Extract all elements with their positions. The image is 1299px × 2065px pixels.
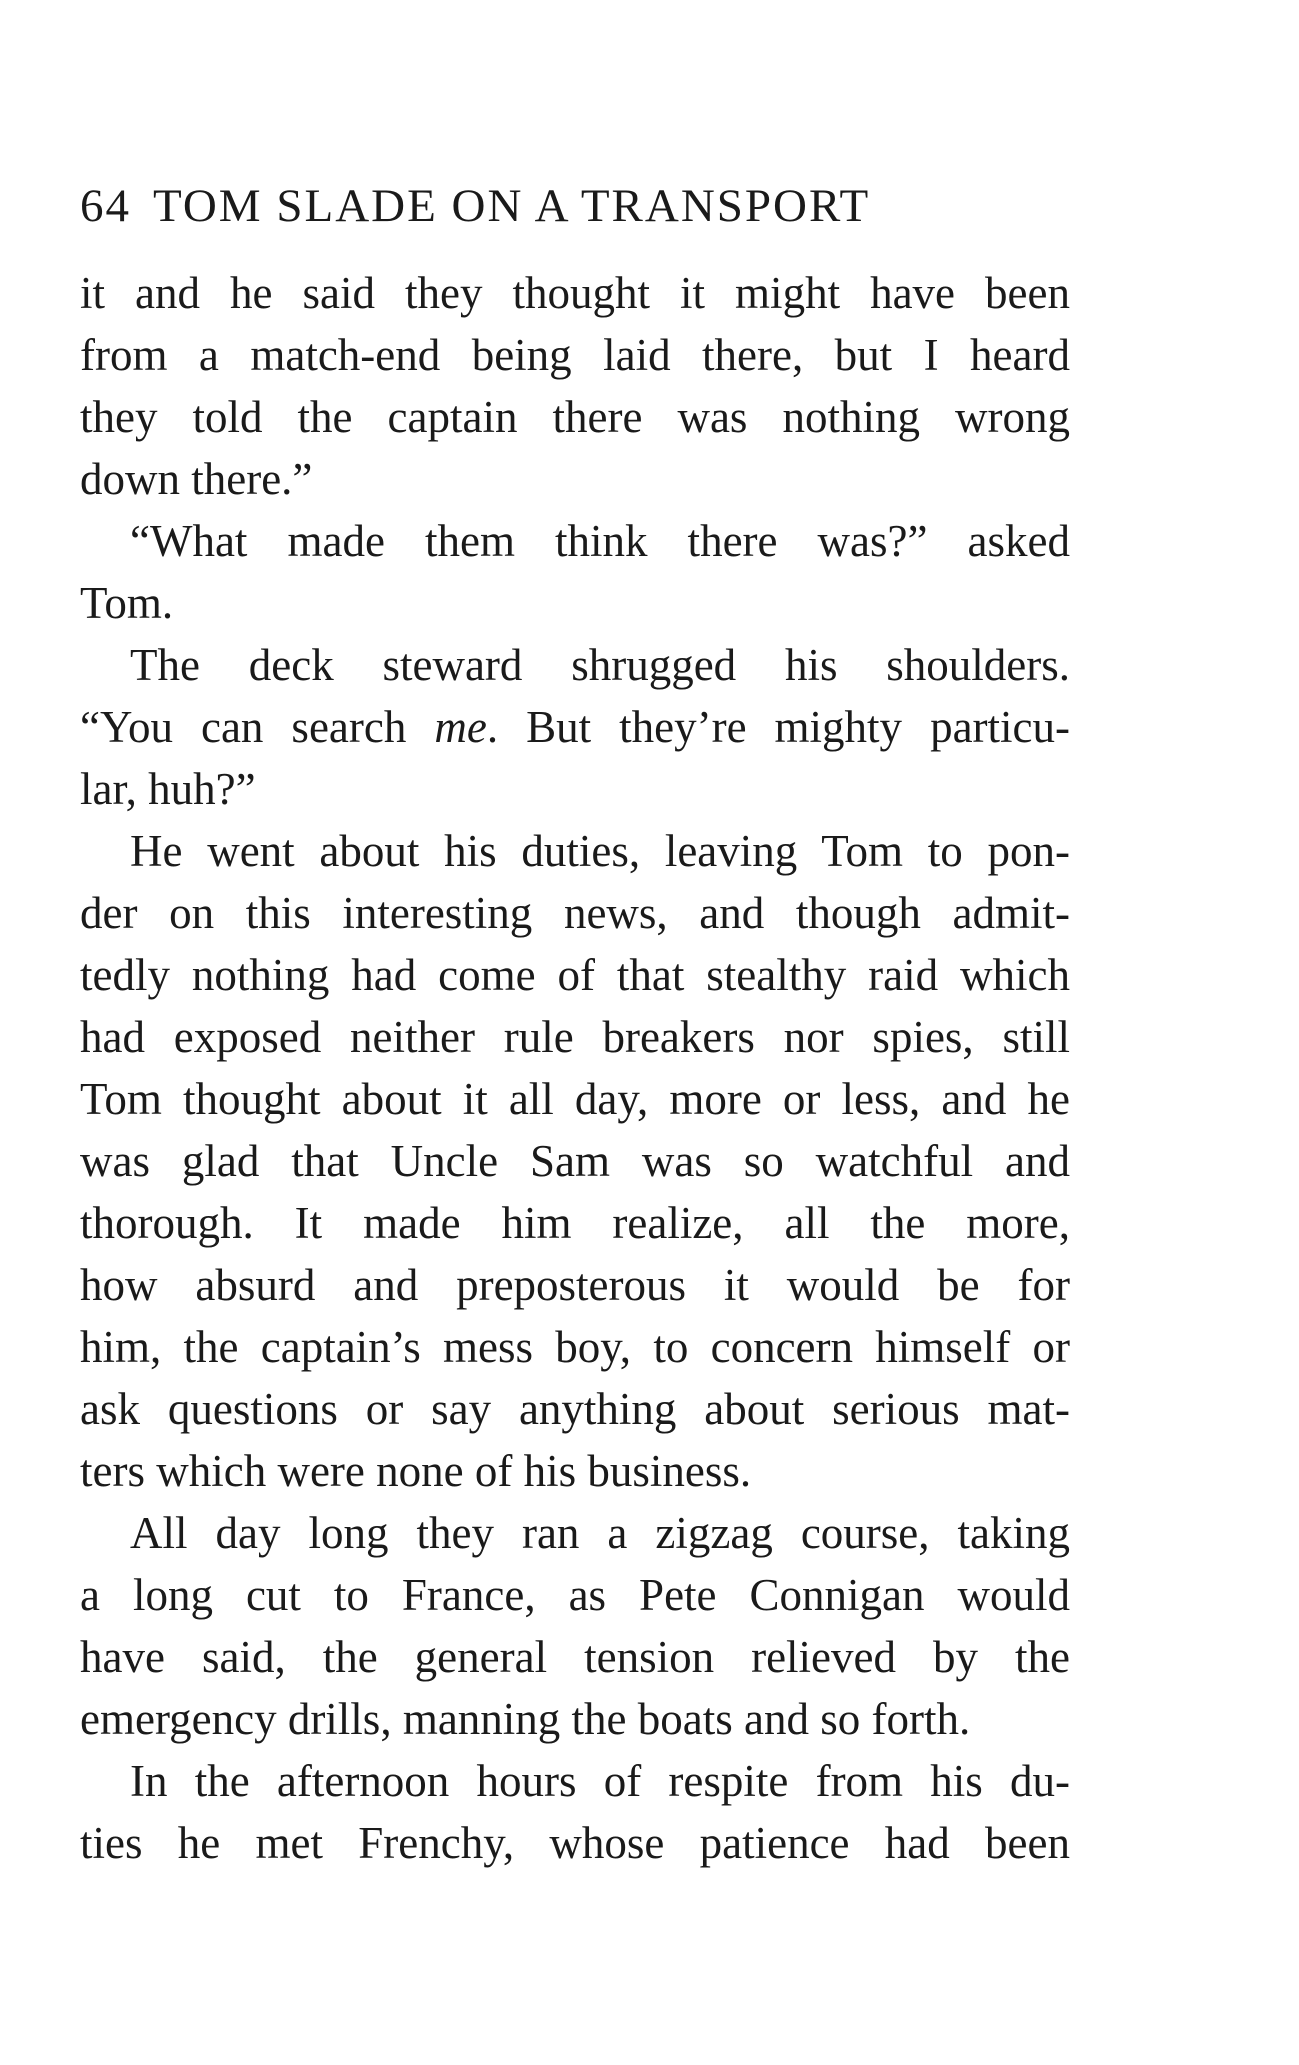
text-line: it and he said they thought it might have been bbox=[80, 268, 1070, 318]
text-line: He went about his duties, leaving Tom to pon- bbox=[130, 826, 1070, 876]
running-head bbox=[80, 175, 1080, 237]
text-line: thorough. It made him realize, all the more, bbox=[80, 1198, 1070, 1248]
body-text bbox=[80, 262, 1070, 1874]
text-line: Tom thought about it all day, more or less, and he bbox=[80, 1074, 1070, 1124]
text-line: “What made them think there was?” asked bbox=[130, 516, 1070, 566]
text-line: had exposed neither rule breakers nor spies, still bbox=[80, 1012, 1070, 1062]
text-line: tedly nothing had come of that stealthy raid which bbox=[80, 950, 1070, 1000]
text-line: from a match-end being laid there, but I heard bbox=[80, 330, 1070, 380]
text-line: they told the captain there was nothing wrong bbox=[80, 392, 1070, 442]
text-line: how absurd and preposterous it would be for bbox=[80, 1260, 1070, 1310]
text-line: ask questions or say anything about serious mat- bbox=[80, 1384, 1070, 1434]
text-line: emergency drills, manning the boats and so forth. bbox=[80, 1694, 971, 1744]
text-line: In the afternoon hours of respite from his du- bbox=[130, 1756, 1070, 1806]
text-line: der on this interesting news, and though admit- bbox=[80, 888, 1070, 938]
text-line: down there.” bbox=[80, 454, 313, 504]
text-line: lar, huh?” bbox=[80, 764, 256, 814]
text-line: “You can search me. But they’re mighty particu- bbox=[80, 702, 1070, 752]
text-line: was glad that Uncle Sam was so watchful and bbox=[80, 1136, 1070, 1186]
text-line: a long cut to France, as Pete Connigan would bbox=[80, 1570, 1070, 1620]
page-number: 64 bbox=[80, 180, 131, 232]
text-line: ties he met Frenchy, whose patience had been bbox=[80, 1818, 1070, 1868]
book-title: TOM SLADE ON A TRANSPORT bbox=[153, 180, 871, 232]
text-line: have said, the general tension relieved by the bbox=[80, 1632, 1070, 1682]
text-line: ters which were none of his business. bbox=[80, 1446, 752, 1496]
text-line: him, the captain’s mess boy, to concern himself or bbox=[80, 1322, 1070, 1372]
emphasis: me bbox=[434, 702, 487, 752]
text-line: The deck steward shrugged his shoulders. bbox=[130, 640, 1070, 690]
text-line: All day long they ran a zigzag course, taking bbox=[130, 1508, 1070, 1558]
text-line: Tom. bbox=[80, 578, 174, 628]
